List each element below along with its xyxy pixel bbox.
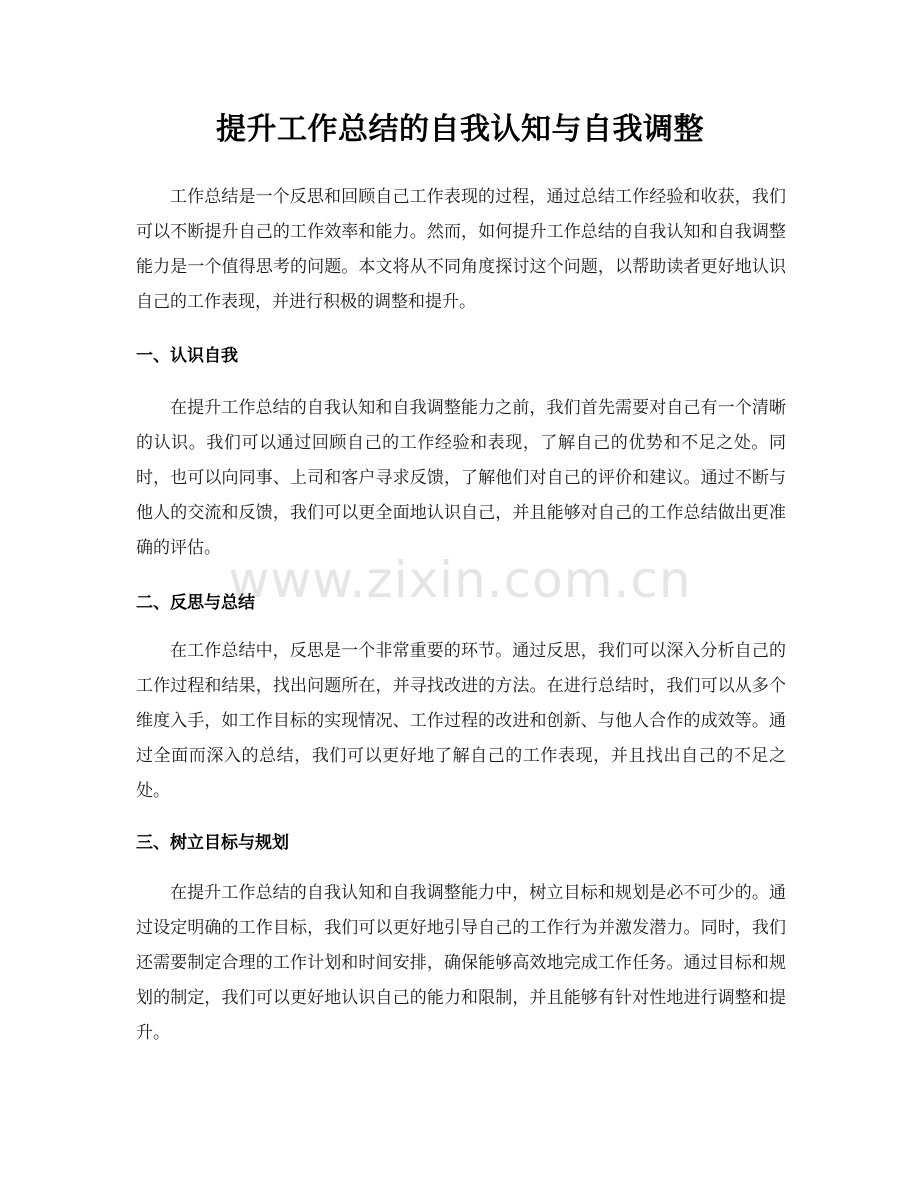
section-heading-3: 三、树立目标与规划: [136, 833, 289, 853]
section-heading-1: 一、认识自我: [136, 346, 238, 366]
section-body-1: 在提升工作总结的自我认知和自我调整能力之前，我们首先需要对自己有一个清晰的认识。我们可以通过回顾自己的工作经验和表现，了解自己的优势和不足之处。同时，也可以向同事、上司和客户寻求反馈，了解他们对自己的评价和建议。通过不断与他人的交流和反馈，我们可以更全面地认识自己，并且能够对自己的工作总结做出更准确的评估。: [136, 398, 786, 558]
watermark-text: www.zixin.com.cn: [228, 551, 692, 609]
section-body-3: 在提升工作总结的自我认知和自我调整能力中，树立目标和规划是必不可少的。通过设定明确的工作目标，我们可以更好地引导自己的工作行为并激发潜力。同时，我们还需要制定合理的工作计划和时间安排，确保能够高效地完成工作任务。通过目标和规划的制定，我们可以更好地认识自己的能力和限制，并且能够有针对性地进行调整和提升。: [136, 883, 786, 1043]
document-title: 提升工作总结的自我认知与自我调整: [216, 112, 704, 147]
section-body-2: 在工作总结中，反思是一个非常重要的环节。通过反思，我们可以深入分析自己的工作过程和结果，找出问题所在，并寻找改进的方法。在进行总结时，我们可以从多个维度入手，如工作目标的实现情况、工作过程的改进和创新、与他人合作的成效等。通过全面而深入的总结，我们可以更好地了解自己的工作表现，并且找出自己的不足之处。: [136, 641, 786, 801]
intro-paragraph: 工作总结是一个反思和回顾自己工作表现的过程，通过总结工作经验和收获，我们可以不断提升自己的工作效率和能力。然而，如何提升工作总结的自我认知和自我调整能力是一个值得思考的问题。本文将从不同角度探讨这个问题，以帮助读者更好地认识自己的工作表现，并进行积极的调整和提升。: [136, 187, 786, 312]
section-heading-2: 二、反思与总结: [136, 593, 255, 613]
